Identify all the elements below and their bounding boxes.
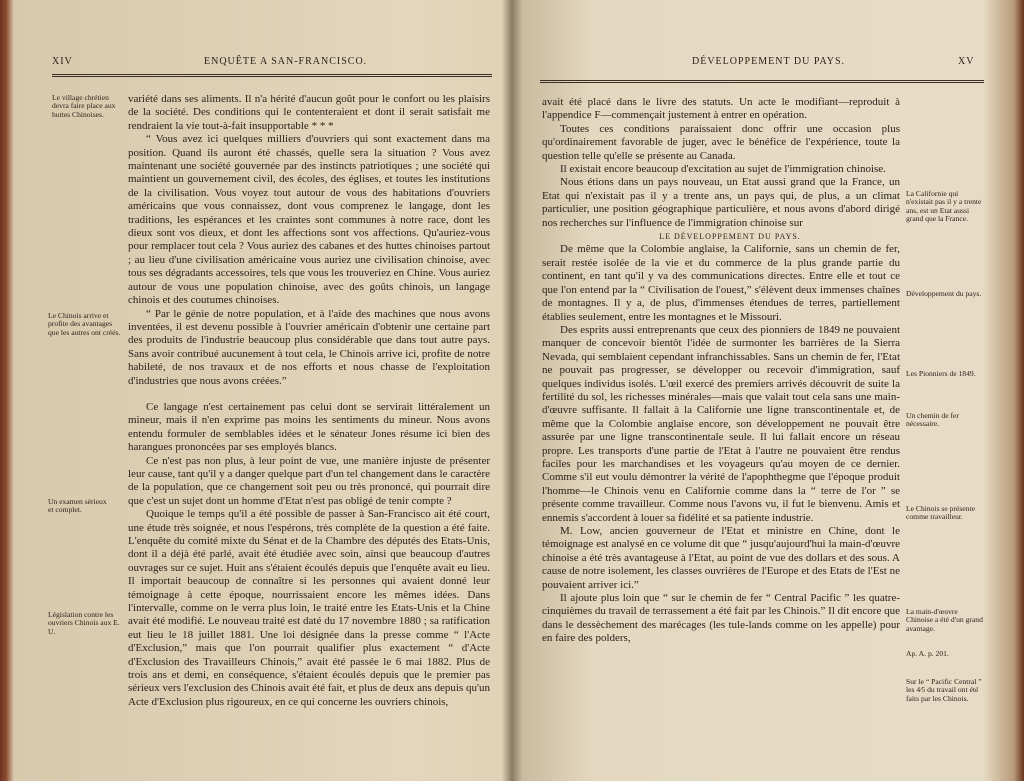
right-head-rule [540, 80, 984, 83]
left-side-note: Législation contre les ouvriers Chinois aux E. U. [48, 610, 120, 636]
left-side-note: Le village chrétien devra faire place aux huttes Chinoises. [52, 93, 116, 119]
left-page-number: XIV [52, 56, 73, 67]
paragraph: Ce n'est pas non plus, à leur point de vue, une manière injuste de présenter leur cause, tant qu'il y a danger quelque part d'un tel changement dans le caractère de la population, que ce changement soit peu ou très prononcé, qui pourrait dire que c'est un sujet dont un homme d'Etat n'est pas obligé de tenir compte ? [128, 454, 490, 507]
paragraph: Quoique le temps qu'il a été possible de passer à San-Francisco ait été court, une étude très soignée, et nous l'espérons, très complète de la question a été faite. L'enquête du comité mixte du Sénat et de la Chambre des députés des Etats-Unis, dont il a déjà été parlé, avait été étudiée avec soin, ainsi que beaucoup d'autres ouvrages sur ce sujet. Huit ans s'étaient écoulés depuis que l'enquête avait eu lieu. Il importait beaucoup de connaître si les personnes qui avaient donné leur témoignage à cette époque, nourrissaient encore les mêmes idées. Dans l'intervalle, comme on le verra plus loin, le traité entre les Etats-Unis et la Chine avait été modifié. Le nouveau traité est daté du 17 novembre 1880 ; sa ratification eut lieu le 18 juillet 1881. Une loi désignée dans la presse comme “ l'Acte d'Exclusion,” mais que l'on pourrait qualifier plus exactement “ d'Acte d'Exclusion des Travailleurs Chinois,” avait été passée le 6 mai 1882. Plus de trois ans et demi, en conséquence, s'étaient écoulés depuis que le premier pas sérieux vers l'exclusion des Chinois avait été fait, et plus de deux ans depuis qu'un Acte d'Exclusion plus rigoureux, en ce qui concerne les ouvriers chinois, [128, 508, 490, 708]
right-side-note: Ap. A. p. 201. [906, 649, 949, 658]
right-page [514, 0, 1014, 781]
right-side-note: La Californie qui n'existait pas il y a trente ans, est un Etat aussi grand que la France. [906, 189, 982, 224]
right-side-note: Le Chinois se présente comme travailleur. [906, 504, 975, 522]
left-head-rule [52, 74, 492, 77]
right-side-note: Les Pionniers de 1849. [906, 369, 976, 378]
right-side-note: Développement du pays. [906, 289, 982, 298]
paragraph: Il ajoute plus loin que “ sur le chemin de fer “ Central Pacific ” les quatre-cinquièmes du travail de terrassement a été fait par les Chinois.” Il dit encore que dans le dessèchement des marécages (les tule-lands comme on les appelle) pour en faire des polders, [542, 592, 900, 645]
right-side-note: La main-d'œuvre Chinoise a été d'un grand avantage. [906, 607, 983, 633]
paragraph: Des esprits aussi entreprenants que ceux des pionniers de 1849 ne pouvaient manquer de concevoir bientôt l'idée de surmonter les barrières de la Sierra Nevada, qui semblaient cependant infranchissables. Sans un chemin de fer, l'Etat ne pouvait pas progresser, se développer ou recevoir d'immigration, sauf quelques individus isolés. L'œil exercé des premiers arrivés découvrit de suite la fertilité du sol, les richesses minérales—mais que valait tout cela sans une main-d'œuvre suffisante. Il fallait à la Californie une ligne transcontinentale et, de même que la Colombie anglaise encore, son développement ne pouvait être assurée par une ligne transcontinentale seule. Il lui fallait encore un réseau propre. Les transports d'une partie de l'Etat à l'autre ne pouvaient être rendus faciles pour les marchandises et les voyageurs qu'au moyen de ce dernier. Comme s'il eut voulu démontrer la vérité de l'apophthegme que l'époque produit l'homme—le Chinois venu en Californie comme dans la “ terre de l'or ” se présente comme travailleur. Comme nous l'avons vu, il fut le bienvenu. Amis et ennemis s'accordent à louer sa fidélité et sa patiente industrie. [542, 323, 900, 524]
left-running-head: ENQUÊTE A SAN-FRANCISCO. [204, 56, 368, 67]
paragraph: De même que la Colombie anglaise, la Californie, sans un chemin de fer, serait restée isolée de la vie et du commerce de la plus grande partie du continent, en tant qu'il y va des communications directes. Entre elle et tout ce que l'on entend par la “ Civilisation de l'ouest,” s'élèvent deux immenses chaînes de montagnes. Il y a, de plus, d'immenses étendues de terres, partiellement établies seulement, entre les montagnes et le Missouri. [542, 243, 900, 323]
paragraph: avait été placé dans le livre des statuts. Un acte le modifiant—reproduit à l'appendice F—commençait justement à entrer en opération. [542, 96, 900, 122]
paragraph: “ Par le génie de notre population, et à l'aide des machines que nous avons inventées, il est devenu possible à l'ouvrier américain d'obtenir une certaine part des produits de l'industrie beaucoup plus considérable que dans tout autre pays. Sans avoir contribué aucunement à tout cela, le Chinois arrive ici, profite de notre habileté, de nos travaux et de nos efforts et nous chasse de l'exploitation d'industries que nous avons créées.” [128, 307, 490, 387]
paragraph: variété dans ses aliments. Il n'a hérité d'aucun goût pour le confort ou les plaisirs de la société. Des conditions qui le contenteraient et dont il serait satisfait me rendraient la vie tout-à-fait insupportable * * * [128, 93, 490, 132]
paragraph: Toutes ces conditions paraissaient donc offrir une occasion plus qu'ordinairement favorable de juger, avec le bénéfice de l'expérience, toute la question telle qu'elle se présente au Canada. [542, 122, 900, 162]
right-text-block [542, 96, 900, 646]
left-page [12, 0, 502, 781]
paragraph: Ce langage n'est certainement pas celui dont se servirait littéralement un mineur, mais il n'en exprime pas moins les sentiments du mineur. Nous avons entendu formuler de semblables idées et le sénateur Jones résume ici bien des harangues prononcées par ses employés blancs. [128, 400, 490, 454]
right-page-number: XV [958, 56, 975, 67]
left-text-block [128, 93, 490, 709]
paragraph: M. Low, ancien gouverneur de l'Etat et ministre en Chine, dont le témoignage est analysé en ce volume dit que “ jusqu'aujourd'hui la main-d'œuvre chinoise a été très avantageuse à l'Etat, au point de vue des dollars et des sous. A cause de notre isolement, les classes ouvrières de l'Europe et des Etats de l'Est ne pouvaient arriver ici.” [542, 525, 900, 591]
paragraph: Nous étions dans un pays nouveau, un Etat aussi grand que la France, un Etat qui n'existait pas il y a trente ans, un pays qui, de plus, a un climat particulier, une position géographique particulière, et nous avons d'abord dirigé nos recherches sur l'influence de l'immigration chinoise sur [542, 176, 900, 229]
paragraph: “ Vous avez ici quelques milliers d'ouvriers qui sont exactement dans ma position. Quand ils auront été chassés, quelle sera la situation ? Vous avez maintenant une société gouvernée par des instincts patriotiques ; une société qui maintient un gouvernement civil, des écoles, des églises, et toutes les institutions de la civilisation. Vous voyez tout autour de vous des habitations d'ouvriers américains que vous connaissez, dont vous comprenez le langage, dont les traditions, les espérances et les craintes sont communes à notre race, dont les dieux sont vos dieux, et dont les affections sont vos affections. Qu'auriez-vous pour remplacer tout cela ? Vous auriez des cabanes et des huttes chinoises partout ; au lieu d'une civilisation américaine vous auriez une civilisation chinoise, avec tous ses dégradants accessoires, tels que vous les trouveriez en Chine. Vous auriez autour de vous une population chinoise, avec des goûts chinois, un langage chinois et des coutumes chinoises. [128, 133, 490, 307]
right-running-head: DÉVELOPPEMENT DU PAYS. [692, 56, 846, 67]
right-side-note: Un chemin de fer nécessaire. [906, 411, 959, 429]
left-side-note: Le Chinois arrive et profite des avantages que les autres ont créés. [48, 311, 121, 337]
right-side-note: Sur le “ Pacific Central ” les 4⁄5 du travail ont été faits par les Chinois. [906, 677, 982, 703]
paragraph: Il existait encore beaucoup d'excitation au sujet de l'immigration chinoise. [560, 163, 886, 176]
section-heading: LE DÉVELOPPEMENT DU PAYS. [659, 232, 801, 242]
left-side-note: Un examen sérieux et complet. [48, 497, 107, 515]
